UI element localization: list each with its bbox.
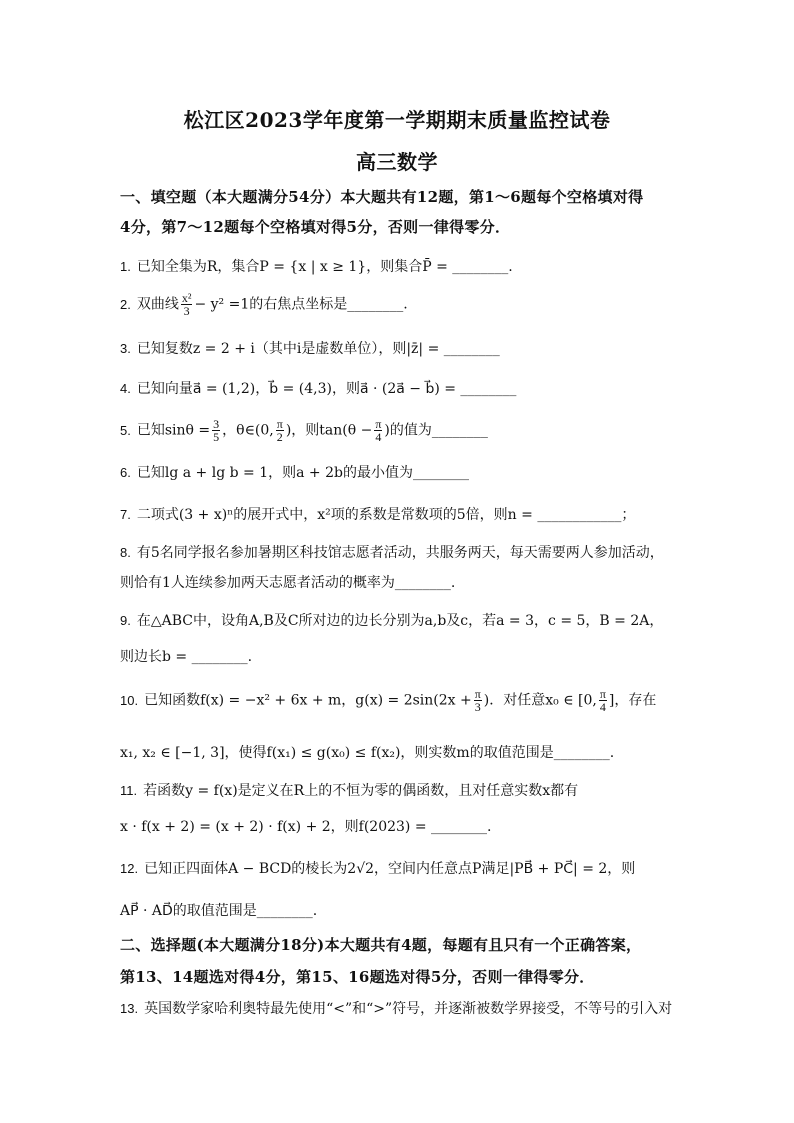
question-number: 8. [120,545,131,560]
question-10-line1 [120,688,680,713]
fraction-numerator: x² [181,291,192,305]
question-text-pre: 双曲线 [136,296,179,313]
question-3 [120,338,680,358]
question-13 [120,998,680,1018]
question-text: 有5名同学报名参加暑期区科技馆志愿者活动，共服务两天，每天需要两人参加活动， [136,545,664,561]
question-12-line2: AP⃗ · AD⃗的取值范围是________. [120,903,318,919]
fraction [474,688,482,713]
question-text: 在△ABC中，设角A,B及C所对边的边长分别为a,b及c，若a = 3，c = 5，B = 2A， [136,613,664,629]
exam-title: 松江区2023学年度第一学期期末质量监控试卷 [183,108,611,132]
fraction [181,292,193,317]
question-4 [120,378,680,398]
question-text: 若函数y = f(x)是定义在R上的不恒为零的偶函数，且对任意实数x都有 [143,783,579,799]
section-2-heading-line2: 第13、14题选对得4分，第15、16题选对得5分，否则一律得零分． [120,968,595,986]
question-text: 已知全集为R，集合P = {x | x ≥ 1}，则集合P̄ = ________. [136,259,513,275]
question-number: 5. [120,422,131,438]
fraction-denominator: 2 [276,430,283,444]
section-1-heading-line1: 一、填空题（本大题满分54分）本大题共有12题，第1～6题每个空格填对得 [120,188,644,206]
question-5 [120,418,680,443]
question-text-pre: 已知函数f(x) = −x² + 6x + m，g(x) = 2sin(2x + [144,692,472,709]
fraction-denominator: 4 [375,430,382,444]
question-12-line1 [120,858,680,878]
question-6 [120,462,680,482]
question-text-post: )的值为________ [384,422,488,439]
question-7 [120,504,680,524]
fraction-denominator: 3 [474,700,481,714]
fraction [374,418,382,443]
fraction-numerator: 3 [213,417,220,431]
question-text-pre: 已知sinθ = [136,422,211,439]
fraction-denominator: 4 [599,700,606,714]
fraction-denominator: 5 [213,430,220,444]
fraction-numerator: π [474,687,481,701]
question-text: 二项式(3 + x)ⁿ的展开式中，x²项的系数是常数项的5倍，则n = ____________； [136,507,636,523]
question-8-line2: 则恰有1人连续参加两天志愿者活动的概率为________. [120,575,456,591]
question-text-mid: )．对任意x₀ ∈ [0, [483,692,597,709]
question-number: 12. [120,861,139,876]
question-10-line2: x₁, x₂ ∈ [−1, 3]，使得f(x₁) ≤ g(x₀) ≤ f(x₂)，则实数m的取值范围是________. [120,745,615,761]
fraction [599,688,607,713]
question-number: 11. [120,783,138,798]
question-number: 3. [120,341,131,356]
section-2-heading-line1: 二、选择题(本大题满分18分)本大题共有4题，每题有且只有一个正确答案， [120,936,642,954]
question-number: 10. [120,692,139,708]
question-text: 已知lg a + lg b = 1，则a + 2b的最小值为________ [136,465,469,481]
question-1 [120,256,680,276]
question-9-line1 [120,610,680,630]
question-text-post: ]，存在 [608,692,657,709]
question-text: 已知复数z = 2 + i（其中i是虚数单位），则|z̄| = ________ [136,341,500,357]
exam-subtitle: 高三数学 [356,150,438,174]
fraction-denominator: 3 [183,304,190,318]
fraction-numerator: π [599,687,606,701]
question-number: 4. [120,381,131,396]
question-text: 已知向量a⃗ = (1,2)，b⃗ = (4,3)，则a⃗ · (2a⃗ − b⃗) = ________ [136,381,517,397]
question-9-line2: 则边长b = ________. [120,649,253,665]
question-number: 7. [120,507,131,522]
question-text: 已知正四面体A − BCD的棱长为2√2，空间内任意点P满足|PB⃗ + PC⃗| = 2，则 [144,861,636,877]
question-text-mid: ，θ∈(0, [222,422,274,439]
question-text-mid2: )，则tan(θ − [285,422,373,439]
question-11-line1 [120,780,680,800]
question-2 [120,292,680,317]
fraction [276,418,284,443]
question-number: 1. [120,259,131,274]
question-8-line1 [120,542,680,562]
fraction [212,418,220,443]
fraction-numerator: π [375,417,382,431]
question-number: 2. [120,296,131,312]
section-1-heading-line2: 4分，第7～12题每个空格填对得5分，否则一律得零分． [120,218,511,236]
question-number: 6. [120,465,131,480]
fraction-numerator: π [276,417,283,431]
question-text: 英国数学家哈利奥特最先使用“<”和“>”符号，并逐渐被数学界接受，不等号的引入对 [144,1001,673,1017]
question-number: 9. [120,613,131,628]
question-11-line2: x · f(x + 2) = (x + 2) · f(x) + 2，则f(2023) = ________. [120,819,492,835]
question-number: 13. [120,1001,139,1016]
question-text-post: − y² =1的右焦点坐标是________. [194,296,408,313]
